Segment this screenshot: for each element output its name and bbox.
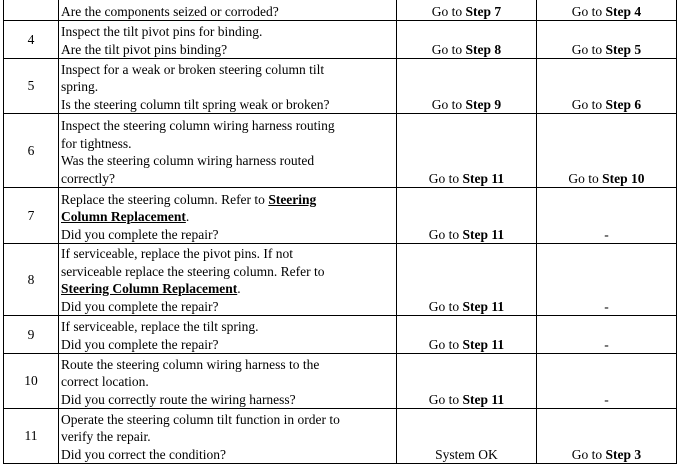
goto-step-link[interactable]: Step 7 xyxy=(465,3,502,19)
steering-column-replacement-link[interactable]: Steering xyxy=(268,191,317,207)
table-row xyxy=(4,59,677,114)
step-number xyxy=(4,0,59,21)
action-line: Inspect for a weak or broken steering column tilt xyxy=(61,61,325,77)
table-row xyxy=(4,21,677,59)
goto-step-link[interactable]: Step 6 xyxy=(605,96,642,112)
goto-step-link[interactable]: Step 4 xyxy=(605,3,642,19)
table-row xyxy=(4,114,677,188)
question-line: correctly? xyxy=(61,170,115,186)
step-number: 8 xyxy=(4,244,59,316)
yes-cell: Go to Step 11 xyxy=(397,114,537,188)
yes-cell: System OK xyxy=(397,409,537,464)
yes-cell: Go to Step 9 xyxy=(397,59,537,114)
table-row xyxy=(4,0,677,21)
action-line: for tightness. xyxy=(61,135,132,151)
question-line: Is the steering column tilt spring weak or broken? xyxy=(61,96,330,112)
action-line: If serviceable, replace the pivot pins. If not xyxy=(61,246,294,261)
action-line: verify the repair. xyxy=(61,429,151,444)
goto-step-link[interactable]: Step 8 xyxy=(465,41,502,57)
goto-step-link[interactable]: Step 11 xyxy=(462,298,505,314)
action-line: Inspect the tilt pivot pins for binding. xyxy=(61,24,263,39)
question-line: Did you complete the repair? xyxy=(61,298,219,314)
no-cell: Go to Step 6 xyxy=(537,59,677,114)
goto-step-link[interactable]: Step 11 xyxy=(462,170,505,186)
table-row xyxy=(4,244,677,316)
action-cell xyxy=(59,354,397,409)
no-cell: - xyxy=(537,354,677,409)
table-row xyxy=(4,409,677,464)
steering-column-replacement-link[interactable]: Column Replacement xyxy=(61,209,186,224)
goto-step-link[interactable]: Step 11 xyxy=(462,391,505,407)
action-line: Operate the steering column tilt function in order to xyxy=(61,411,340,427)
action-line: Inspect the steering column wiring harness routing xyxy=(61,118,335,133)
action-cell: If serviceable, replace the pivot pins. If not serviceable replace the steering column. Refer to Steering Column Replacement. Did you complete the repair? xyxy=(59,244,397,316)
action-line: correct location. xyxy=(61,374,149,389)
question-line: Did you complete the repair? xyxy=(61,336,219,352)
action-cell xyxy=(59,114,397,188)
action-cell xyxy=(59,21,397,59)
step-number: 10 xyxy=(4,354,59,409)
yes-cell: Go to Step 11 xyxy=(397,354,537,409)
question-line: Was the steering column wiring harness routed xyxy=(61,153,315,168)
table-row xyxy=(4,188,677,244)
no-cell: - xyxy=(537,188,677,244)
step-number: 6 xyxy=(4,114,59,188)
action-cell: Replace the steering column. Refer to Steering Column Replacement. Did you complete the repair? xyxy=(59,188,397,244)
no-cell: Go to Step 3 xyxy=(537,409,677,464)
yes-cell: Go to Step 11 xyxy=(397,188,537,244)
action-line: spring. xyxy=(61,79,99,94)
question-line: Did you correctly route the wiring harness? xyxy=(61,391,296,407)
no-cell: - xyxy=(537,244,677,316)
yes-cell: Go to Step 7 xyxy=(397,0,537,21)
step-number: 5 xyxy=(4,59,59,114)
yes-cell: Go to Step 8 xyxy=(397,21,537,59)
no-cell: Go to Step 4 xyxy=(537,0,677,21)
question-line: Are the tilt pivot pins binding? xyxy=(61,41,228,57)
goto-step-link[interactable]: Step 11 xyxy=(462,226,505,242)
action-cell xyxy=(59,0,397,21)
question-line: Did you correct the condition? xyxy=(61,446,226,462)
step-number: 7 xyxy=(4,188,59,244)
yes-cell: Go to Step 11 xyxy=(397,244,537,316)
action-cell xyxy=(59,59,397,114)
action-line: Route the steering column wiring harness to the xyxy=(61,356,320,372)
goto-step-link[interactable]: Step 5 xyxy=(605,41,642,57)
step-number: 11 xyxy=(4,409,59,464)
goto-step-link[interactable]: Step 11 xyxy=(462,336,505,352)
action-text: Replace the steering column. Refer to xyxy=(61,191,269,207)
diagnostic-table xyxy=(3,0,677,464)
steering-column-replacement-link[interactable]: Steering Column Replacement xyxy=(61,281,238,296)
action-line: serviceable replace the steering column. Refer to xyxy=(61,263,325,279)
action-line: If serviceable, replace the tilt spring. xyxy=(61,319,259,334)
action-cell xyxy=(59,316,397,354)
table-row xyxy=(4,316,677,354)
step-number: 4 xyxy=(4,21,59,59)
no-cell: Go to Step 10 xyxy=(537,114,677,188)
goto-step-link[interactable]: Step 3 xyxy=(605,446,642,462)
step-number: 9 xyxy=(4,316,59,354)
action-cell xyxy=(59,409,397,464)
goto-step-link[interactable]: Step 9 xyxy=(465,96,502,112)
question-line: Did you complete the repair? xyxy=(61,226,219,242)
yes-cell: Go to Step 11 xyxy=(397,316,537,354)
no-cell: Go to Step 5 xyxy=(537,21,677,59)
table-row xyxy=(4,354,677,409)
no-cell: - xyxy=(537,316,677,354)
action-line: Are the components seized or corroded? xyxy=(61,3,279,19)
goto-step-link[interactable]: Step 10 xyxy=(602,170,645,186)
